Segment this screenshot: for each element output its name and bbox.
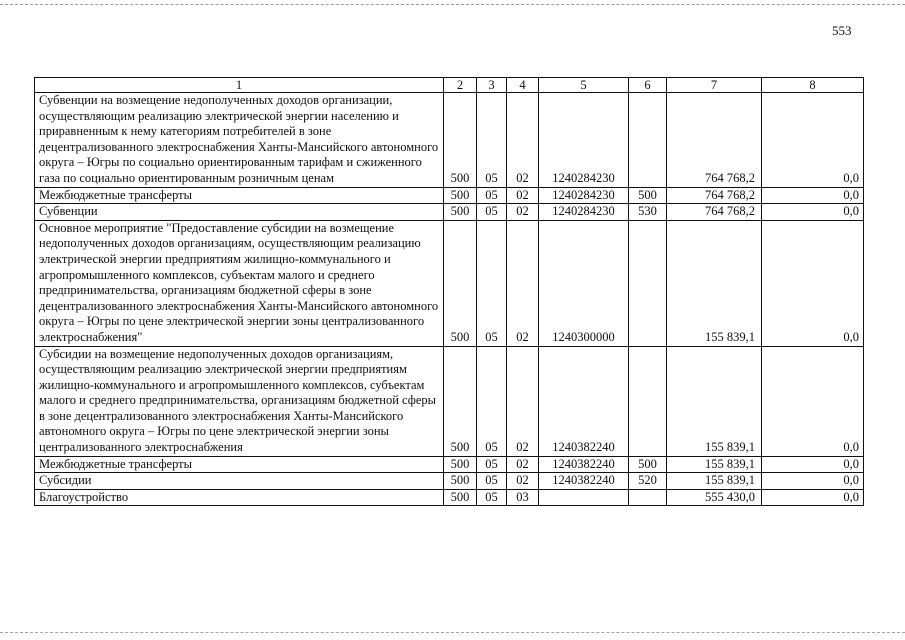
cell-target-article: 1240382240 bbox=[539, 456, 629, 473]
cell-amount: 555 430,0 bbox=[667, 489, 762, 506]
cell-amount-extra: 0,0 bbox=[762, 473, 864, 490]
cell-code-gr: 500 bbox=[444, 473, 477, 490]
scan-edge-bottom bbox=[0, 632, 905, 634]
cell-subsection: 02 bbox=[507, 346, 539, 456]
column-header: 1 bbox=[35, 78, 444, 93]
table-row bbox=[35, 473, 864, 490]
cell-section: 05 bbox=[477, 220, 507, 346]
row-description: Субвенции на возмещение недополученных доходов организации, осуществляющим реализацию электрической энергии населению и приравненным к нему категориям потребителей в зоне децентрализованного электроснабжения Ханты-Мансийского автономного округа – Югры по социально ориентированным тарифам и сжиженного газа по социально ориентированным розничным ценам bbox=[35, 93, 444, 188]
scan-edge-top bbox=[0, 0, 905, 5]
column-header: 8 bbox=[762, 78, 864, 93]
table-row bbox=[35, 204, 864, 221]
cell-amount: 155 839,1 bbox=[667, 346, 762, 456]
cell-section: 05 bbox=[477, 489, 507, 506]
cell-expense-type bbox=[629, 346, 667, 456]
cell-amount: 155 839,1 bbox=[667, 456, 762, 473]
cell-section: 05 bbox=[477, 204, 507, 221]
cell-subsection: 02 bbox=[507, 204, 539, 221]
table-row bbox=[35, 489, 864, 506]
cell-subsection: 02 bbox=[507, 187, 539, 204]
cell-code-gr: 500 bbox=[444, 346, 477, 456]
column-header: 5 bbox=[539, 78, 629, 93]
cell-amount-extra: 0,0 bbox=[762, 93, 864, 188]
row-description: Межбюджетные трансферты bbox=[35, 456, 444, 473]
cell-target-article: 1240284230 bbox=[539, 187, 629, 204]
cell-amount-extra: 0,0 bbox=[762, 346, 864, 456]
cell-target-article: 1240382240 bbox=[539, 346, 629, 456]
cell-section: 05 bbox=[477, 456, 507, 473]
cell-code-gr: 500 bbox=[444, 204, 477, 221]
cell-expense-type: 500 bbox=[629, 187, 667, 204]
cell-amount: 155 839,1 bbox=[667, 220, 762, 346]
cell-subsection: 02 bbox=[507, 220, 539, 346]
page-number: 553 bbox=[832, 23, 852, 38]
cell-expense-type: 500 bbox=[629, 456, 667, 473]
cell-amount: 764 768,2 bbox=[667, 93, 762, 188]
column-header: 4 bbox=[507, 78, 539, 93]
table-row bbox=[35, 346, 864, 456]
cell-amount-extra: 0,0 bbox=[762, 187, 864, 204]
cell-expense-type bbox=[629, 489, 667, 506]
row-description: Благоустройство bbox=[35, 489, 444, 506]
cell-target-article: 1240284230 bbox=[539, 93, 629, 188]
row-description: Субсидии на возмещение недополученных доходов организациям, осуществляющим реализацию электрической энергии предприятиям жилищно-коммунального и агропромышленного комплексов, субъектам малого и среднего предпринимательства, организациям бюджетной сферы в зоне децентрализованного электроснабжения Ханты-Мансийского автономного округа – Югры по цене электрической энергии зоны централизованного электроснабжения bbox=[35, 346, 444, 456]
cell-subsection: 02 bbox=[507, 473, 539, 490]
cell-subsection: 02 bbox=[507, 456, 539, 473]
cell-target-article: 1240382240 bbox=[539, 473, 629, 490]
column-header: 2 bbox=[444, 78, 477, 93]
column-header: 3 bbox=[477, 78, 507, 93]
table-row bbox=[35, 456, 864, 473]
cell-amount: 155 839,1 bbox=[667, 473, 762, 490]
budget-table bbox=[34, 77, 864, 506]
cell-expense-type bbox=[629, 220, 667, 346]
cell-section: 05 bbox=[477, 93, 507, 188]
cell-amount: 764 768,2 bbox=[667, 187, 762, 204]
table-row bbox=[35, 220, 864, 346]
cell-amount: 764 768,2 bbox=[667, 204, 762, 221]
cell-code-gr: 500 bbox=[444, 93, 477, 188]
cell-amount-extra: 0,0 bbox=[762, 489, 864, 506]
cell-subsection: 02 bbox=[507, 93, 539, 188]
row-description: Субсидии bbox=[35, 473, 444, 490]
cell-code-gr: 500 bbox=[444, 220, 477, 346]
row-description: Межбюджетные трансферты bbox=[35, 187, 444, 204]
cell-code-gr: 500 bbox=[444, 187, 477, 204]
table-row bbox=[35, 187, 864, 204]
column-header: 6 bbox=[629, 78, 667, 93]
cell-section: 05 bbox=[477, 187, 507, 204]
cell-subsection: 03 bbox=[507, 489, 539, 506]
cell-section: 05 bbox=[477, 346, 507, 456]
cell-code-gr: 500 bbox=[444, 489, 477, 506]
cell-amount-extra: 0,0 bbox=[762, 220, 864, 346]
cell-expense-type: 530 bbox=[629, 204, 667, 221]
cell-code-gr: 500 bbox=[444, 456, 477, 473]
cell-target-article: 1240300000 bbox=[539, 220, 629, 346]
cell-expense-type bbox=[629, 93, 667, 188]
cell-target-article bbox=[539, 489, 629, 506]
cell-amount-extra: 0,0 bbox=[762, 456, 864, 473]
cell-target-article: 1240284230 bbox=[539, 204, 629, 221]
table-header-row bbox=[35, 78, 864, 93]
cell-amount-extra: 0,0 bbox=[762, 204, 864, 221]
column-header: 7 bbox=[667, 78, 762, 93]
cell-section: 05 bbox=[477, 473, 507, 490]
row-description: Субвенции bbox=[35, 204, 444, 221]
row-description: Основное мероприятие "Предоставление субсидии на возмещение недополученных доходов организациям, осуществляющим реализацию электрической энергии предприятиям жилищно-коммунального и агропромышленного комплексов, субъектам малого и среднего предпринимательства, организациям бюджетной сферы в зоне децентрализованного электроснабжения Ханты-Мансийского автономного округа – Югры по цене электрической энергии зоны централизованного электроснабжения" bbox=[35, 220, 444, 346]
cell-expense-type: 520 bbox=[629, 473, 667, 490]
table-row bbox=[35, 93, 864, 188]
